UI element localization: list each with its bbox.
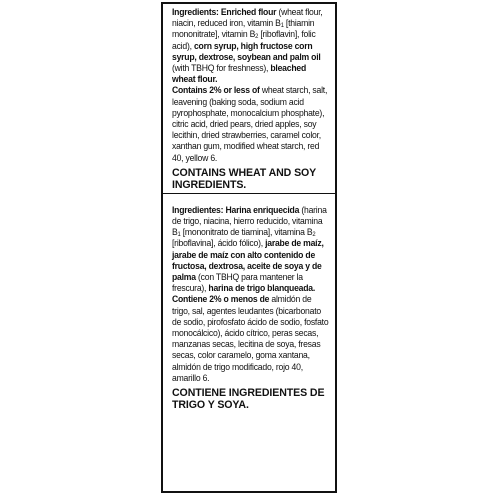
english-vitamin-b2-subscript: 2 <box>255 33 259 41</box>
english-flour-detail-1: (wheat flour, niacin, reduced iron, vitamin B <box>172 7 323 30</box>
spanish-flour-detail-1: (harina de trigo, niacina, hierro reducido, vitamina B <box>172 204 327 239</box>
english-allergen-statement: CONTAINS WHEAT AND SOY INGREDIENTS. <box>172 166 316 191</box>
english-sweeteners-oils: corn syrup, high fructose corn syrup, dextrose, soybean and palm oil <box>172 40 321 63</box>
english-minor-ingredients: wheat starch, salt, leavening (baking soda, sodium acid pyrophosphate, monocalcium phosphate), citric acid, dried pears, dried apples, soy lecithin, dried strawberries, caramel color, xanthan gum, modified wheat starch, red 40, yellow 6. <box>172 85 328 164</box>
english-enriched-flour: Enriched flour <box>220 7 277 18</box>
spanish-minor-ingredients: almidón de trigo, sal, agentes leudantes (bicarbonato de sodio, pirofosfato ácido de sodio, fosfato monocálcico), ácido cítrico, peras secas, manzanas secas, lecitina de soya, fresas secas, color caramelo, goma xantana, almidón de trigo modificado, rojo 40, amarillo 6. <box>172 294 329 384</box>
spanish-tbhq-note: (con TBHQ para mantener la frescura), <box>172 272 303 295</box>
spanish-flour-detail-3: [riboflavina], ácido fólico), <box>172 238 266 250</box>
english-bleached-flour: bleached wheat flour. <box>172 63 307 86</box>
english-ingredients-paragraph <box>172 7 329 85</box>
spanish-ingredients-heading: Ingredientes: <box>172 204 224 216</box>
spanish-bleached-flour: harina de trigo blanqueada. <box>208 283 316 295</box>
english-minor-ingredients-paragraph <box>172 85 329 163</box>
spanish-enriched-flour: Harina enriquecida <box>225 204 300 216</box>
english-contains-two-percent: Contains 2% or less of <box>172 85 260 97</box>
english-flour-detail-3: [riboflavin], folic acid), <box>172 29 316 52</box>
spanish-contains-two-percent: Contiene 2% o menos de <box>172 294 270 306</box>
spanish-vitamin-b2-subscript: 2 <box>312 231 316 239</box>
english-vitamin-b1-subscript: 1 <box>280 22 284 30</box>
spanish-minor-ingredients-paragraph <box>172 294 329 384</box>
spanish-vitamin-b1-subscript: 1 <box>177 231 181 239</box>
english-flour-detail-2: [thiamin mononitrate], vitamin B <box>172 18 315 41</box>
ingredients-label-panel <box>161 2 337 493</box>
spanish-ingredients-paragraph <box>172 205 329 295</box>
english-tbhq-note: (with TBHQ for freshness), <box>172 63 271 75</box>
english-ingredients-heading: Ingredients: <box>172 7 219 18</box>
spanish-flour-detail-2: [mononitrato de tiamina], vitamina B <box>180 227 313 239</box>
spanish-allergen-statement: CONTIENE INGREDIENTES DE TRIGO Y SOYA. <box>172 387 325 412</box>
spanish-sweeteners-oils: jarabe de maíz, jarabe de maíz con alto contenido de fructosa, dextrosa, aceite de soya y de palma <box>172 238 324 284</box>
